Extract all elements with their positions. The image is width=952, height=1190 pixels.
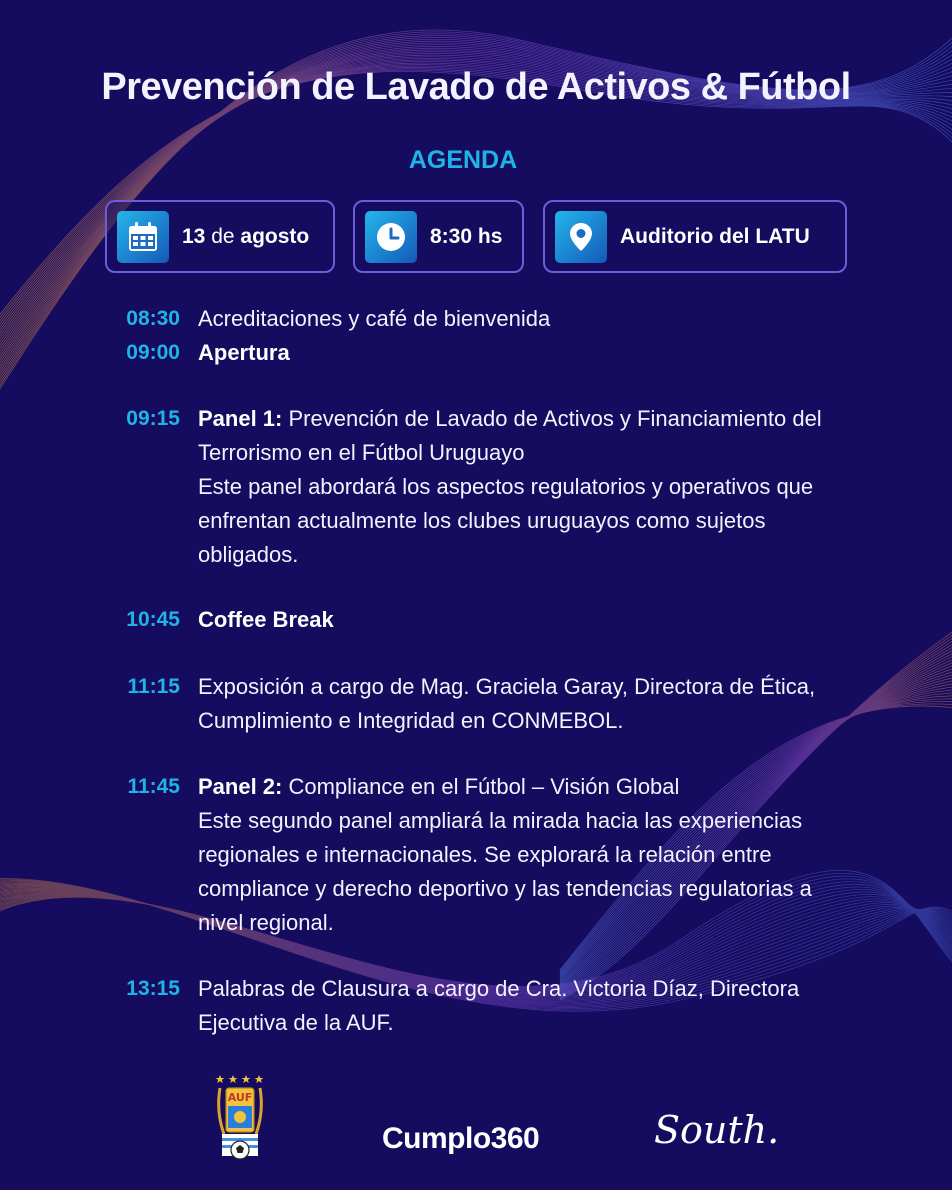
agenda-time: 11:45 — [127, 775, 180, 798]
agenda-time: 10:45 — [126, 608, 180, 631]
agenda-description: Exposición a cargo de Mag. Graciela Garay, Directora de Ética, Cumplimiento e Integridad en CONMEBOL. — [198, 674, 816, 733]
agenda-time: 11:15 — [127, 675, 180, 698]
time-box — [353, 200, 524, 273]
svg-text:AUF: AUF — [227, 1091, 253, 1104]
calendar-icon — [117, 211, 169, 263]
agenda-time: 09:00 — [126, 341, 180, 364]
event-time: 8:30 hs — [430, 224, 503, 248]
agenda-description: Apertura — [198, 340, 290, 365]
south-logo: South. — [654, 1108, 780, 1152]
date-box — [105, 200, 335, 273]
agenda-description: Panel 1: Prevención de Lavado de Activos y Financiamiento del Terrorismo en el Fútbol Uruguayo Este panel abordará los aspectos regulatorios y operativos que enfrentan actualmente los clubes uruguayos como sujetos obligados. — [198, 406, 822, 567]
agenda-time: 13:15 — [126, 977, 180, 1000]
clock-icon — [365, 211, 417, 263]
location-pin-icon — [555, 211, 607, 263]
agenda-description: Acreditaciones y café de bienvenida — [198, 306, 551, 331]
agenda-description: Palabras de Clausura a cargo de Cra. Victoria Díaz, Directora Ejecutiva de la AUF. — [198, 976, 800, 1035]
agenda-time: 08:30 — [126, 307, 180, 330]
auf-logo — [214, 1072, 266, 1166]
agenda-detail: Este segundo panel ampliará la mirada hacia las experiencias regionales e internacionales. Se explorará la relación entre compliance y derecho deportivo y las tendencias regulatorias a nivel regional. — [198, 808, 812, 935]
cumplo360-logo: Cumplo360 — [382, 1122, 540, 1155]
event-date: 13 de agosto — [182, 224, 310, 248]
agenda-description: Panel 2: Compliance en el Fútbol – Visión Global Este segundo panel ampliará la mirada hacia las experiencias regionales e internacionales. Se explorará la relación entre compliance y derecho deportivo y las tendencias regulatorias a nivel regional. — [198, 774, 812, 935]
agenda-heading: AGENDA — [408, 146, 518, 174]
agenda-detail: Este panel abordará los aspectos regulatorios y operativos que enfrentan actualmente los clubes uruguayos como sujetos obligados. — [198, 474, 814, 567]
agenda-time: 09:15 — [126, 407, 180, 430]
event-location: Auditorio del LATU — [620, 224, 810, 248]
location-box — [543, 200, 847, 273]
page-title: Prevención de Lavado de Activos & Fútbol — [101, 66, 851, 108]
agenda-description: Coffee Break — [198, 607, 334, 632]
